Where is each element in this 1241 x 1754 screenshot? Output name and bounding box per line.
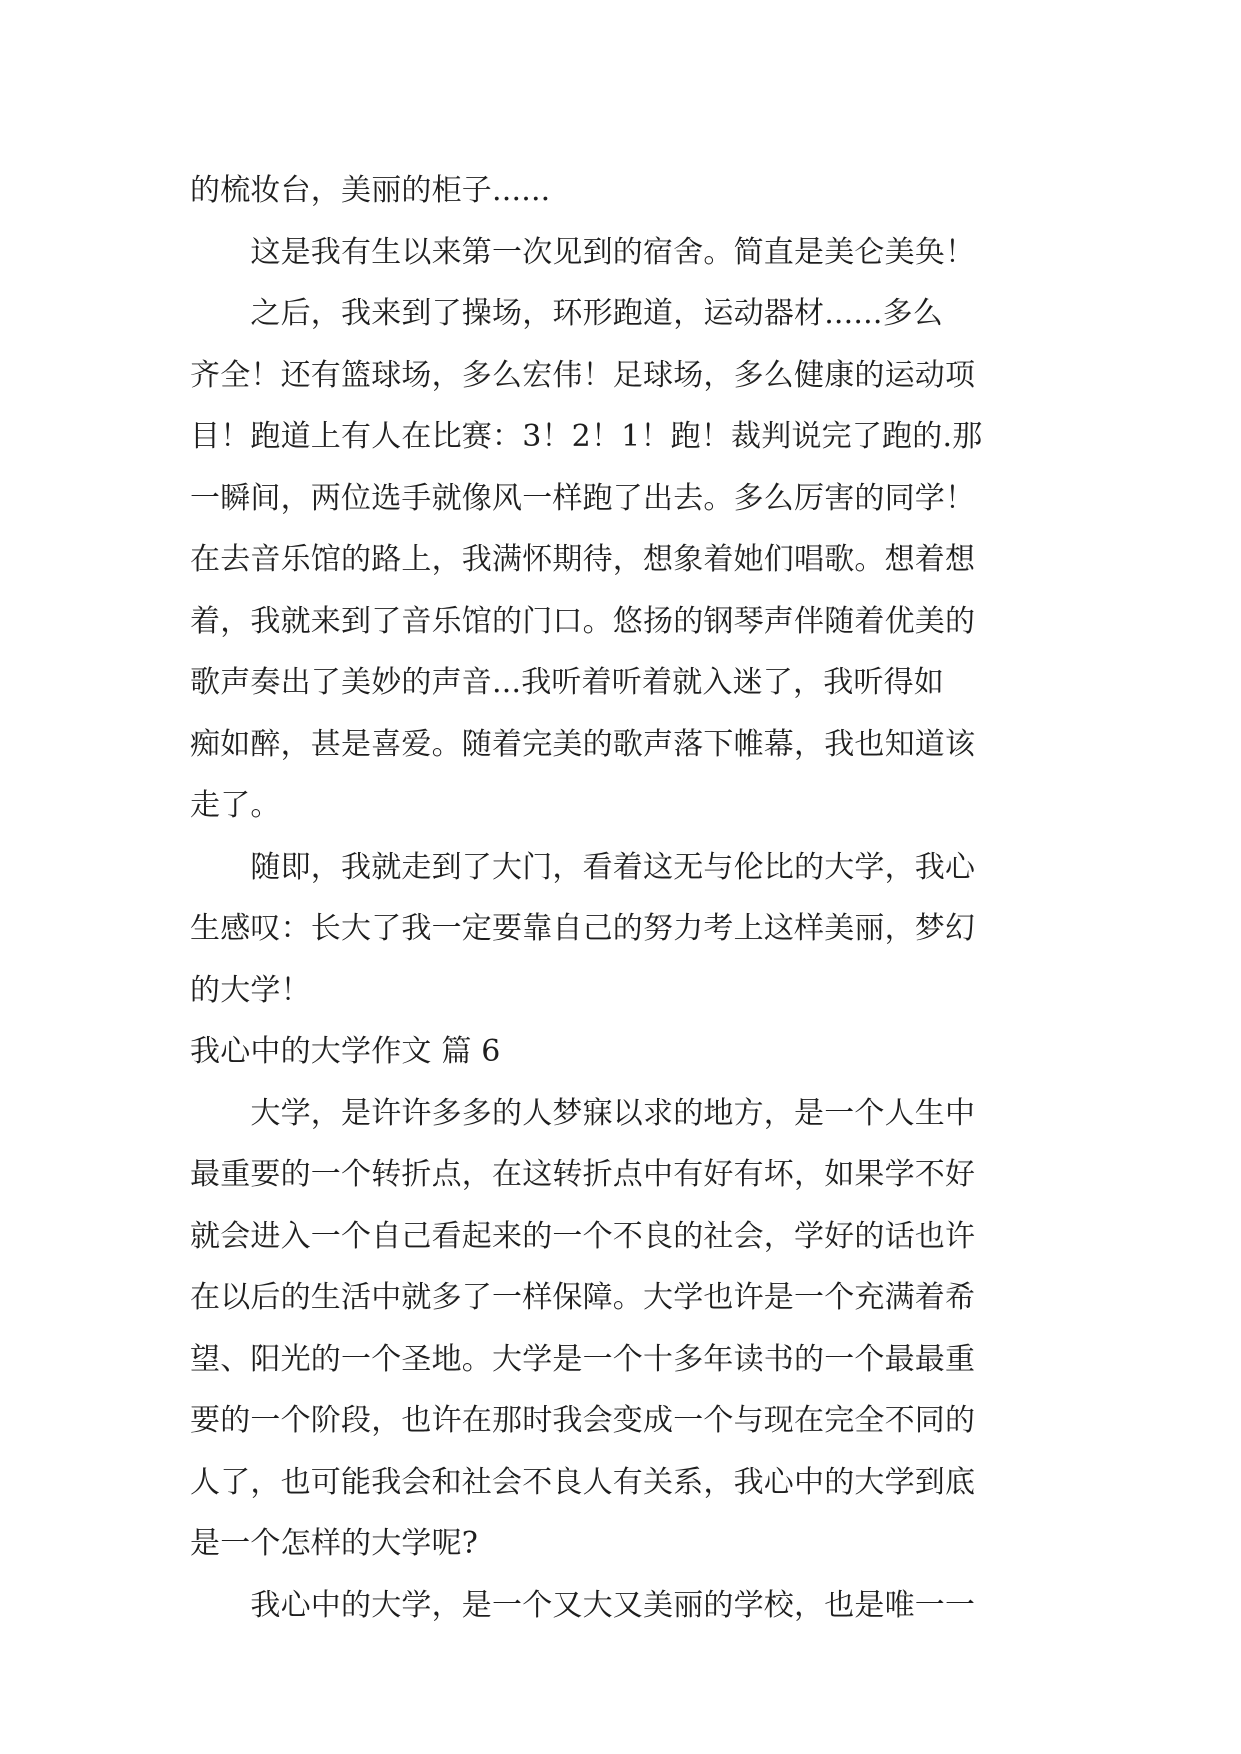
text-line: 这是我有生以来第一次见到的宿舍。简直是美仑美奂！ <box>190 234 976 270</box>
text-line: 望、阳光的一个圣地。大学是一个十多年读书的一个最最重 <box>190 1341 976 1377</box>
section-heading: 我心中的大学作文 篇 6 <box>190 1034 501 1069</box>
text-line: 痴如醉，甚是喜爱。随着完美的歌声落下帷幕，我也知道该 <box>190 726 976 762</box>
document-page <box>190 160 1056 1636</box>
text-line: 齐全！还有篮球场，多么宏伟！足球场，多么健康的运动项 <box>190 357 976 393</box>
text-line: 的梳妆台，美丽的柜子...... <box>190 173 551 208</box>
text-line: 要的一个阶段，也许在那时我会变成一个与现在完全不同的 <box>190 1403 976 1438</box>
text-line: 随即，我就走到了大门，看着这无与伦比的大学，我心 <box>190 849 976 885</box>
text-line: 目！跑道上有人在比赛：3！2！1！跑！裁判说完了跑的.那 <box>190 419 983 454</box>
text-line: 在去音乐馆的路上，我满怀期待，想象着她们唱歌。想着想 <box>190 542 976 577</box>
text-line: 走了。 <box>190 788 281 823</box>
text-line: 的大学！ <box>190 972 311 1008</box>
text-line: 之后，我来到了操场，环形跑道，运动器材......多么 <box>190 296 944 331</box>
text-line: 着，我就来到了音乐馆的门口。悠扬的钢琴声伴随着优美的 <box>190 603 976 639</box>
text-line: 人了，也可能我会和社会不良人有关系，我心中的大学到底 <box>190 1464 976 1500</box>
text-line: 是一个怎样的大学呢? <box>190 1526 479 1561</box>
text-line: 我心中的大学，是一个又大又美丽的学校，也是唯一一 <box>190 1587 976 1623</box>
text-line: 在以后的生活中就多了一样保障。大学也许是一个充满着希 <box>190 1280 976 1315</box>
text-line: 生感叹：长大了我一定要靠自己的努力考上这样美丽，梦幻 <box>190 911 976 946</box>
text-line: 大学，是许许多多的人梦寐以求的地方，是一个人生中 <box>190 1095 976 1131</box>
text-line: 就会进入一个自己看起来的一个不良的社会，学好的话也许 <box>190 1218 976 1254</box>
text-line: 一瞬间，两位选手就像风一样跑了出去。多么厉害的同学！ <box>190 480 976 516</box>
text-line: 歌声奏出了美妙的声音...我听着听着就入迷了，我听得如 <box>190 665 945 700</box>
text-line: 最重要的一个转折点，在这转折点中有好有坏，如果学不好 <box>190 1157 976 1192</box>
